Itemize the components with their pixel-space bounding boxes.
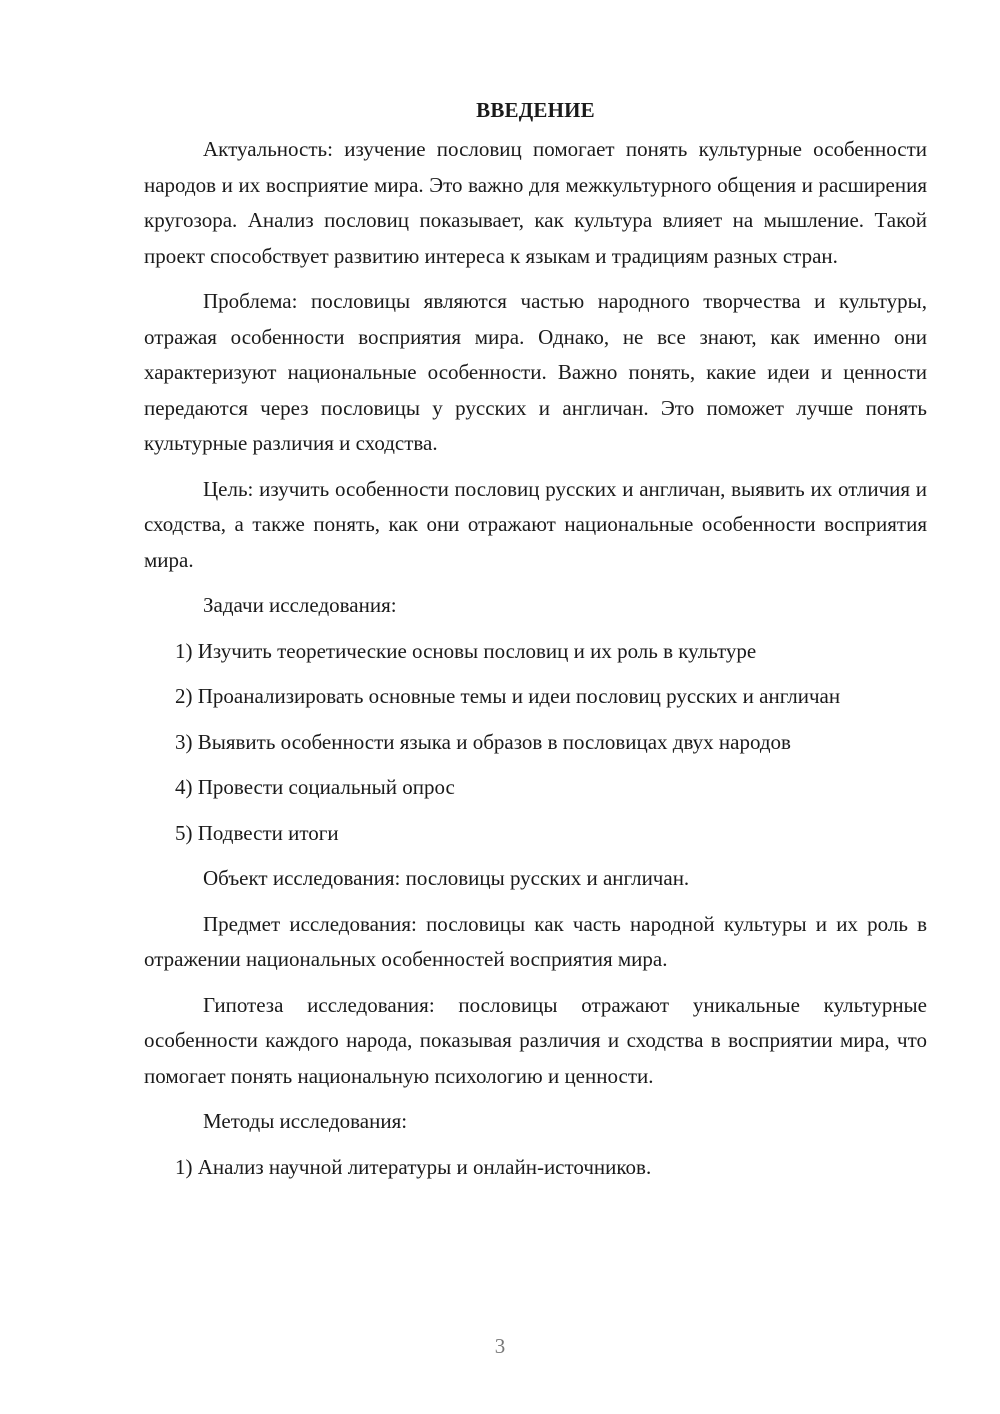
paragraph-subject: Предмет исследования: пословицы как часть народной культуры и их роль в отражении национальных особенностей восприятия мира.: [144, 911, 927, 971]
tasks-heading: Задачи исследования:: [203, 593, 397, 617]
paragraph-hypothesis: Гипотеза исследования: пословицы отражают уникальные культурные особенности каждого народа, показывая различия и сходства в восприятии мира, что помогает понять национальную психологию и ценности.: [144, 992, 927, 1088]
paragraph-relevance: Актуальность: изучение пословиц помогает понять культурные особенности народов и их восприятие мира. Это важно для межкультурного общения и расширения кругозора. Анализ пословиц показывает, как культура влияет на мышление. Такой проект способствует развитию интереса к языкам и традициям разных стран.: [144, 137, 927, 268]
list-item-task-1: 1) Изучить теоретические основы пословиц и их роль в культуре: [175, 638, 757, 663]
list-item-task-5: 5) Подвести итоги: [175, 820, 339, 845]
document-page: [144, 92, 927, 1195]
paragraph-object: Объект исследования: пословицы русских и англичан.: [203, 866, 690, 890]
methods-heading: Методы исследования:: [203, 1109, 408, 1133]
list-item-task-4: 4) Провести социальный опрос: [175, 775, 455, 799]
list-item-task-3: 3) Выявить особенности языка и образов в пословицах двух народов: [175, 729, 791, 754]
page-number: 3: [494, 1334, 506, 1358]
page-title: ВВЕДЕНИЕ: [476, 98, 595, 122]
list-item-task-2: 2) Проанализировать основные темы и идеи пословиц русских и англичан: [175, 684, 841, 708]
paragraph-problem: Проблема: пословицы являются частью народного творчества и культуры, отражая особенности восприятия мира. Однако, не все знают, как именно они характеризуют национальные особенности. Важно понять, какие идеи и ценности передаются через пословицы у русских и англичан. Это поможет лучше понять культурные различия и сходства.: [144, 289, 927, 455]
list-item-method-1: 1) Анализ научной литературы и онлайн-источников.: [175, 1154, 652, 1179]
paragraph-goal: Цель: изучить особенности пословиц русских и англичан, выявить их отличия и сходства, а также понять, как они отражают национальные особенности восприятия мира.: [144, 476, 927, 572]
